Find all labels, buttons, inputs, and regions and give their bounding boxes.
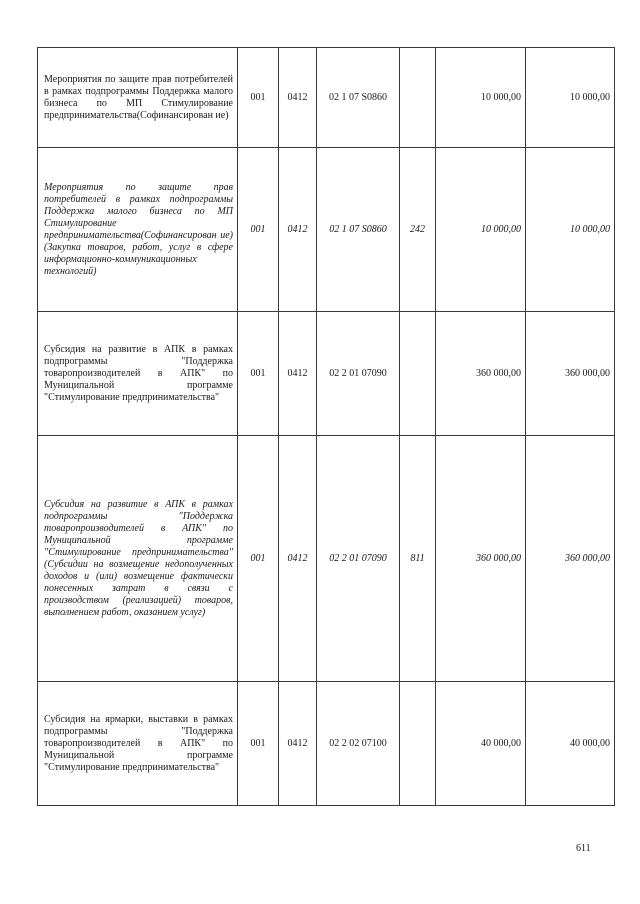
row-ved-code: 001 xyxy=(238,682,279,806)
row-description: Мероприятия по защите прав потребителей в рамках подпрограммы Поддержка малого бизнеса по МП Стимулирование предпринимательства(Софинансирован ие) (Закупка товаров, работ, услуг в сфере информационно-коммуникационных технологий) xyxy=(38,148,238,312)
row-amount-2: 10 000,00 xyxy=(526,48,615,148)
budget-table xyxy=(37,47,615,806)
row-amount-2: 40 000,00 xyxy=(526,682,615,806)
table-row xyxy=(38,312,615,436)
row-target-article: 02 2 02 07100 xyxy=(317,682,400,806)
row-amount-1: 360 000,00 xyxy=(436,436,526,682)
row-description: Субсидия на развитие в АПК в рамках подпрограммы "Поддержка товаропроизводителей в АПК" по Муниципальной программе "Стимулирование предпринимательства" xyxy=(38,312,238,436)
row-description: Субсидия на ярмарки, выставки в рамках подпрограммы "Поддержка товаропроизводителей в АПК" по Муниципальной программе "Стимулирование предпринимательства" xyxy=(38,682,238,806)
page-number: 611 xyxy=(576,843,591,854)
row-ved-code: 001 xyxy=(238,436,279,682)
table-row xyxy=(38,436,615,682)
row-ved-code: 001 xyxy=(238,148,279,312)
row-ved-code: 001 xyxy=(238,312,279,436)
table-row xyxy=(38,148,615,312)
row-amount-1: 40 000,00 xyxy=(436,682,526,806)
row-section-code: 0412 xyxy=(279,682,317,806)
row-target-article: 02 1 07 S0860 xyxy=(317,148,400,312)
row-description: Субсидия на развитие в АПК в рамках подпрограммы "Поддержка товаропроизводителей в АПК" по Муниципальной программе "Стимулирование предпринимательства" (Субсидии на возмещение недополученных доходов и (или) возмещение фактически понесенных затрат в связи с производством (реализацией) товаров, выполнением работ, оказанием услуг) xyxy=(38,436,238,682)
table-body xyxy=(38,48,615,806)
row-description: Мероприятия по защите прав потребителей в рамках подпрограммы Поддержка малого бизнеса по МП Стимулирование предпринимательства(Софинансирован ие) xyxy=(38,48,238,148)
row-section-code: 0412 xyxy=(279,48,317,148)
row-amount-2: 10 000,00 xyxy=(526,148,615,312)
row-amount-2: 360 000,00 xyxy=(526,436,615,682)
budget-table-section xyxy=(37,47,614,806)
row-target-article: 02 2 01 07090 xyxy=(317,312,400,436)
row-amount-2: 360 000,00 xyxy=(526,312,615,436)
row-target-article: 02 1 07 S0860 xyxy=(317,48,400,148)
row-target-article: 02 2 01 07090 xyxy=(317,436,400,682)
row-section-code: 0412 xyxy=(279,436,317,682)
row-expense-type: 811 xyxy=(400,436,436,682)
row-amount-1: 360 000,00 xyxy=(436,312,526,436)
row-section-code: 0412 xyxy=(279,148,317,312)
row-expense-type: 242 xyxy=(400,148,436,312)
row-expense-type xyxy=(400,48,436,148)
row-amount-1: 10 000,00 xyxy=(436,148,526,312)
row-expense-type xyxy=(400,312,436,436)
table-row xyxy=(38,48,615,148)
table-row xyxy=(38,682,615,806)
row-amount-1: 10 000,00 xyxy=(436,48,526,148)
row-ved-code: 001 xyxy=(238,48,279,148)
row-section-code: 0412 xyxy=(279,312,317,436)
row-expense-type xyxy=(400,682,436,806)
